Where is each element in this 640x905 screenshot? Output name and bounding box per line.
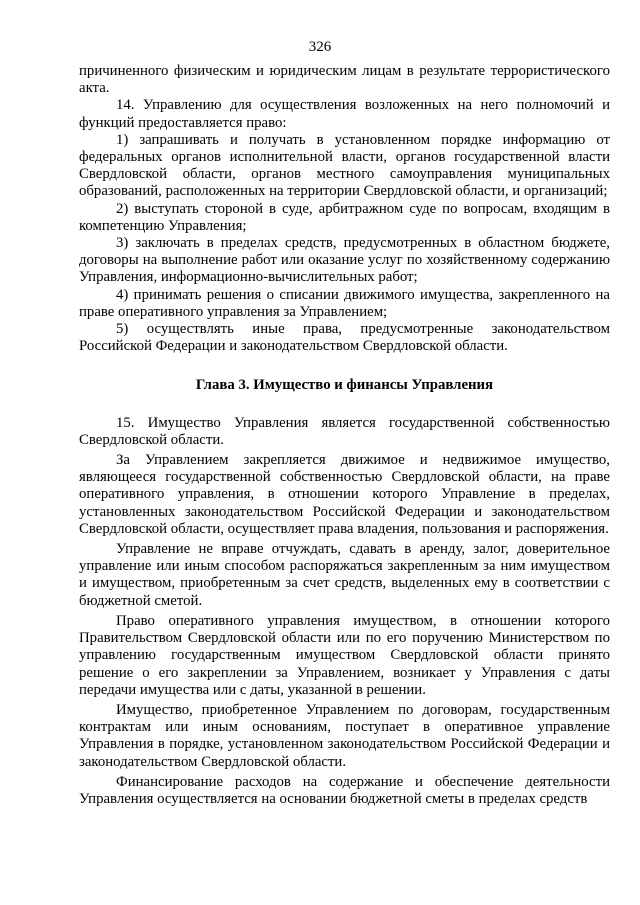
chapter-heading: Глава 3. Имущество и финансы Управления xyxy=(195,377,494,394)
paragraph-item-14: 14. Управлению для осуществления возложенных на него полномочий и функций предоставляется право: xyxy=(79,97,610,131)
paragraph-property-assignment: За Управлением закрепляется движимое и недвижимое имущество, являющееся государственной собственностью Свердловской области, на праве оперативного управления, в отношении которого Управление в пределах, установленных законодательством Российской Федерации и законодательством Свердловской области, осуществляет права владения, пользования и распоряжения. xyxy=(79,452,610,537)
paragraph-right-5: 5) осуществлять иные права, предусмотренные законодательством Российской Федерации и законодательством Свердловской области. xyxy=(79,321,610,355)
paragraph-acquired-property: Имущество, приобретенное Управлением по договорам, государственным контрактам или иным основаниям, поступает в оперативное управление Управления в порядке, установленном законодательством Российской Федерации и законодательством Свердловской области. xyxy=(79,701,610,770)
paragraph-financing: Финансирование расходов на содержание и обеспечение деятельности Управления осуществляется на основании бюджетной сметы в пределах средств xyxy=(79,773,610,807)
page-number: 326 xyxy=(308,39,332,55)
paragraph-property-restriction: Управление не вправе отчуждать, сдавать в аренду, залог, доверительное управление или иным способом распоряжаться закрепленным за ним имуществом и имуществом, приобретенным за счет средств, выделенных ему в соответствии с бюджетной сметой. xyxy=(79,541,610,609)
paragraph-right-1: 1) запрашивать и получать в установленном порядке информацию от федеральных органов исполнительной власти, органов государственной власти Свердловской области, органов местного самоуправления муниципальных образований, расположенных на территории Свердловской области, и организаций; xyxy=(79,131,610,200)
paragraph-item-15: 15. Имущество Управления является государственной собственностью Свердловской области. xyxy=(79,414,610,448)
paragraph-right-4: 4) принимать решения о списании движимого имущества, закрепленного на праве оперативного управления за Управлением; xyxy=(79,286,610,320)
paragraph-operational-management: Право оперативного управления имуществом, в отношении которого Правительством Свердловской области или по его поручению Министерством по управлению государственным имуществом Свердловской области принято решение о его закреплении за Управлением, возникает у Управления с даты передачи имущества или с даты, указанной в решении. xyxy=(79,612,610,698)
document-body xyxy=(79,63,610,808)
paragraph-right-3: 3) заключать в пределах средств, предусмотренных в областном бюджете, договоры на выполнение работ или оказание услуг по хозяйственному содержанию Управления, информационно-вычислительных работ; xyxy=(79,235,610,286)
paragraph-intro-continuation: причиненного физическим и юридическим лицам в результате террористического акта. xyxy=(79,63,610,97)
paragraph-right-2: 2) выступать стороной в суде, арбитражном суде по вопросам, входящим в компетенцию Управления; xyxy=(79,200,610,234)
